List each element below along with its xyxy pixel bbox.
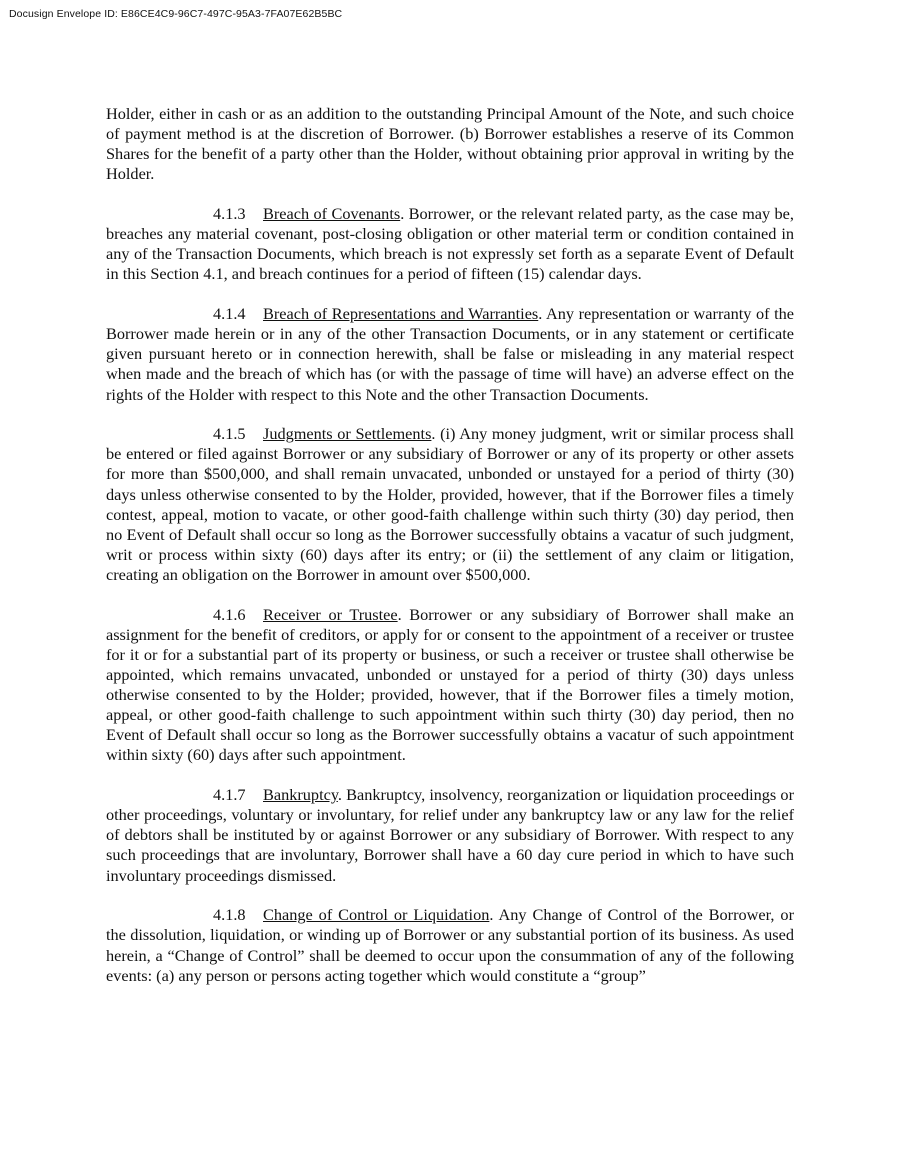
section-4-1-5: [106, 424, 794, 585]
section-text: . Bankruptcy, insolvency, reorganization or liquidation proceedings or other proceedings, voluntary or involuntary, for relief under any bankruptcy law or any law for the relief of debtors shall be instituted by or against Borrower or any subsidiary of Borrower. With respect to any such proceedings that are involuntary, Borrower shall have a 60 day cure period in which to have such involuntary proceedings dismissed.: [106, 785, 794, 885]
section-text: . Borrower, or the relevant related party, as the case may be, breaches any material covenant, post-closing obligation or other material term or condition contained in any of the Transaction Documents, which breach is not expressly set forth as a separate Event of Default in this Section 4.1, and breach continues for a period of fifteen (15) calendar days.: [106, 204, 794, 284]
section-number: 4.1.3: [213, 204, 246, 224]
section-text: . Any Change of Control of the Borrower, or the dissolution, liquidation, or winding up of Borrower or any substantial portion of its business. As used herein, a “Change of Control” shall be deemed to occur upon the consummation of any of the following events: (a) any person or persons acting together which would constitute a “group”: [106, 905, 794, 985]
section-number: 4.1.8: [213, 905, 246, 925]
section-title: Bankruptcy: [263, 785, 338, 805]
section-title: Judgments or Settlements: [263, 424, 432, 444]
section-number: 4.1.5: [213, 424, 246, 444]
section-4-1-4: [106, 304, 794, 404]
section-4-1-7: [106, 785, 794, 885]
section-number: 4.1.7: [213, 785, 246, 805]
section-4-1-8: [106, 905, 794, 985]
section-number: 4.1.4: [213, 304, 246, 324]
section-title: Breach of Covenants: [263, 204, 401, 224]
section-4-1-3: [106, 204, 794, 284]
section-title: Breach of Representations and Warranties: [263, 304, 539, 324]
continuation-paragraph: Holder, either in cash or as an addition to the outstanding Principal Amount of the Note, and such choice of payment method is at the discretion of Borrower. (b) Borrower establishes a reserve of its Common Shares for the benefit of a party other than the Holder, without obtaining prior approval in writing by the Holder.: [106, 104, 794, 184]
document-body: [106, 104, 794, 986]
section-title: Change of Control or Liquidation: [263, 905, 490, 925]
section-text: . (i) Any money judgment, writ or similar process shall be entered or filed against Borrower or any subsidiary of Borrower or any of its property or other assets for more than $500,000, and shall remain unvacated, unbonded or unstayed for a period of thirty (30) days unless otherwise consented to by the Holder, provided, however, that if the Borrower files a timely contest, appeal, motion to vacate, or other good-faith challenge within such thirty (30) day period, then no Event of Default shall occur so long as the Borrower successfully obtains a vacatur of such judgment, writ or process within sixty (60) days after its entry; or (ii) the settlement of any claim or litigation, creating an obligation on the Borrower in amount over $500,000.: [106, 424, 794, 584]
section-title: Receiver or Trustee: [263, 604, 398, 624]
section-4-1-6: [106, 605, 794, 766]
envelope-id: Docusign Envelope ID: E86CE4C9-96C7-497C-95A3-7FA07E62B5BC: [9, 8, 343, 20]
section-text: . Any representation or warranty of the Borrower made herein or in any of the other Transaction Documents, or in any statement or certificate given pursuant hereto or in connection herewith, shall be false or misleading in any material respect when made and the breach of which has (or with the passage of time will have) an adverse effect on the rights of the Holder with respect to this Note and the other Transaction Documents.: [106, 304, 794, 404]
section-number: 4.1.6: [213, 604, 246, 624]
section-text: . Borrower or any subsidiary of Borrower shall make an assignment for the benefit of creditors, or apply for or consent to the appointment of a receiver or trustee for it or for a substantial part of its property or business, or such a receiver or trustee shall otherwise be appointed, which remains unvacated, unbonded or unstayed for a period of thirty (30) days unless otherwise consented to by the Holder; provided, however, that if the Borrower files a timely motion, appeal, or other good-faith challenge to such appointment within such thirty (30) day period, then no Event of Default shall occur so long as the Borrower successfully obtains a vacatur of such appointment within sixty (60) days after such appointment.: [106, 604, 794, 765]
